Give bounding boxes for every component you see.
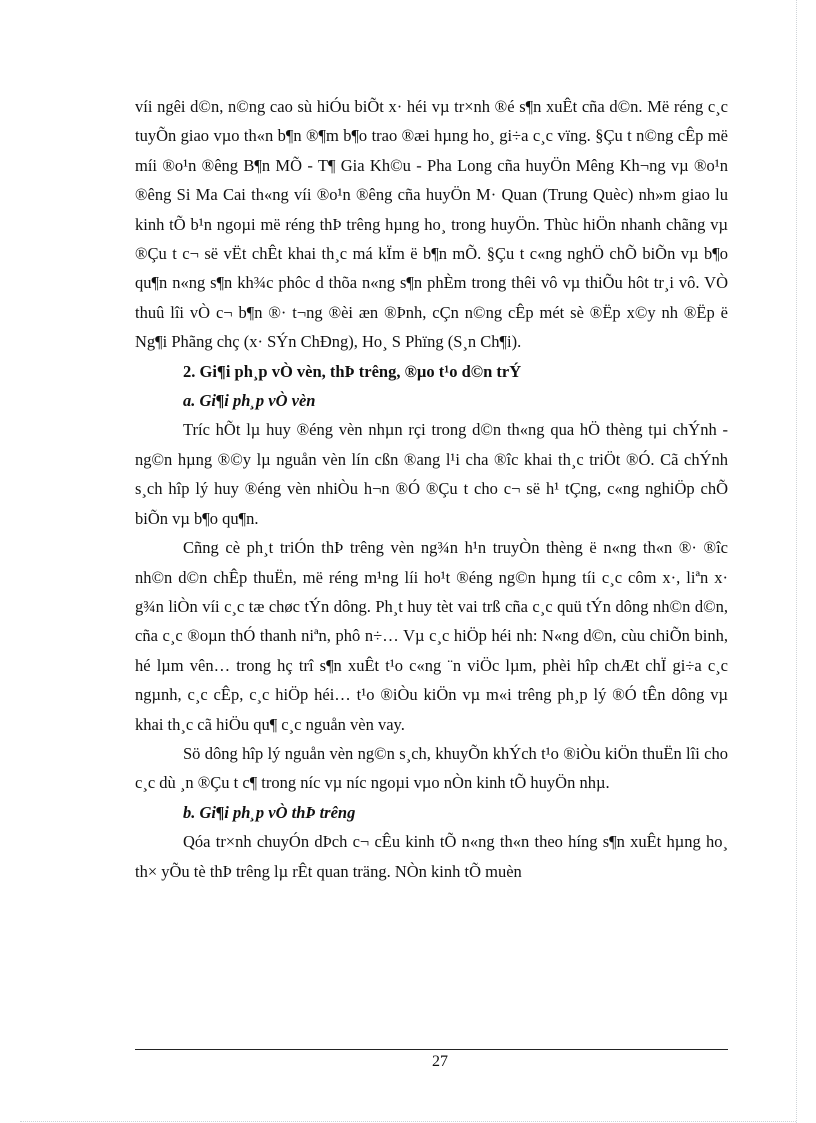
page-edge-right (796, 0, 797, 1123)
page-body (135, 92, 728, 886)
page-edge-bottom (20, 1121, 796, 1122)
subsection-heading-a: a. Gi¶i ph¸p vÒ vèn (183, 391, 316, 411)
body-paragraph: Tríc hÕt lµ huy ®éng vèn nhµn rçi trong d©n th«ng qua hÖ thèng tµi chÝnh - ng©n hµng ®©y lµ nguån vèn lín cßn ®ang l¹i cha ®îc khai th¸c triÖt ®Ó. Cã chÝnh s¸ch hîp lý huy ®éng vèn nhiÒu h¬n ®Ó ®Çu t cho c¬ së h¹ tÇng, c«ng nghiÖp chÕ biÕn vµ b¶o qu¶n. (135, 420, 728, 528)
subsection-heading-b: b. Gi¶i ph¸p vÒ thÞ trêng (183, 802, 356, 822)
body-paragraph: Cñng cè ph¸t triÓn thÞ trêng vèn ng¾n h¹n truyÒn thèng ë n«ng th«n ®· ®îc nh©n d©n chÊp thuËn, më réng m¹ng líi ho¹t ®éng ng©n hµng tíi c¸c côm x·, liªn x· g¾n liÒn víi c¸c tæ chøc tÝn dông. Ph¸t huy tèt vai trß cña c¸c quü tÝn dông nh©n d©n, cña c¸c ®oµn thÓ thanh niªn, phô n÷… Vµ c¸c hiÖp héi nh: N«ng d©n, cùu chiÕn binh, hé lµm vên… trong hç trî s¶n xuÊt t¹o c«ng ¨n viÖc lµm, phèi hîp chÆt chÏ gi÷a c¸c ngµnh, c¸c cÊp, c¸c hiÖp héi… t¹o ®iÒu kiÖn vµ m«i trêng ph¸p lý ®Ó tÊn dông vµ khai th¸c cã hiÖu qu¶ c¸c nguån vèn vay. (135, 538, 728, 734)
page-number: 27 (432, 1053, 448, 1070)
body-paragraph: Sö dông hîp lý nguån vèn ng©n s¸ch, khuyÕn khÝch t¹o ®iÒu kiÖn thuËn lîi cho c¸c dù ¸n ®Çu t c¶ trong níc vµ níc ngoµi vµo nÒn kinh tÕ huyÖn nhµ. (135, 743, 728, 793)
section-heading: 2. Gi¶i ph¸p vÒ vèn, thÞ trêng, ®µo t¹o d©n trÝ (183, 361, 522, 381)
body-paragraph: víi ngêi d©n, n©ng cao sù hiÓu biÕt x· héi vµ tr×nh ®é s¶n xuÊt cña d©n. Më réng c¸c tuyÕn giao vµo th«n b¶n ®¶m b¶o trao ®æi hµng ho¸ gi÷a c¸c vïng. §Çu t n©ng cÊp më míi ®o¹n ®êng B¶n MÕ - T¶ Gia Kh©u - Pha Long cña huyÖn Mêng Kh¬ng vµ ®o¹n ®êng Si Ma Cai th«ng víi ®o¹n ®êng cña huyÖn M· Quan (Trung Quèc) nh»m giao lu kinh tÕ b¹n ngoµi më réng thÞ trêng hµng ho¸ trong huyÖn. Thùc hiÖn nhanh chãng vµ ®Çu t c¬ së vËt chÊt khai th¸c má kÏm ë b¶n mÕ. §Çu t c«ng nghÖ chÕ biÕn vµ b¶o qu¶n n«ng s¶n kh¾c phôc d thõa n«ng s¶n phÈm trong thêi vô vµ thiÕu hôt tr¸i vô. VÒ thuû lîi vÒ c¬ b¶n ®· t¬ng ®èi æn ®Þnh, cÇn n©ng cÊp mét sè ®Ëp x©y nh ®Ëp ë Ng¶i Phãng chç (x· SÝn ChÐng), Ho¸ S Phïng (S¸n Ch¶i). (135, 97, 728, 352)
body-paragraph: Qóa tr×nh chuyÓn dÞch c¬ cÊu kinh tÕ n«ng th«n theo híng s¶n xuÊt hµng ho¸ th× yÕu tè thÞ trêng lµ rÊt quan träng. NÒn kinh tÕ muèn (135, 832, 728, 881)
footer-rule (135, 1049, 728, 1050)
